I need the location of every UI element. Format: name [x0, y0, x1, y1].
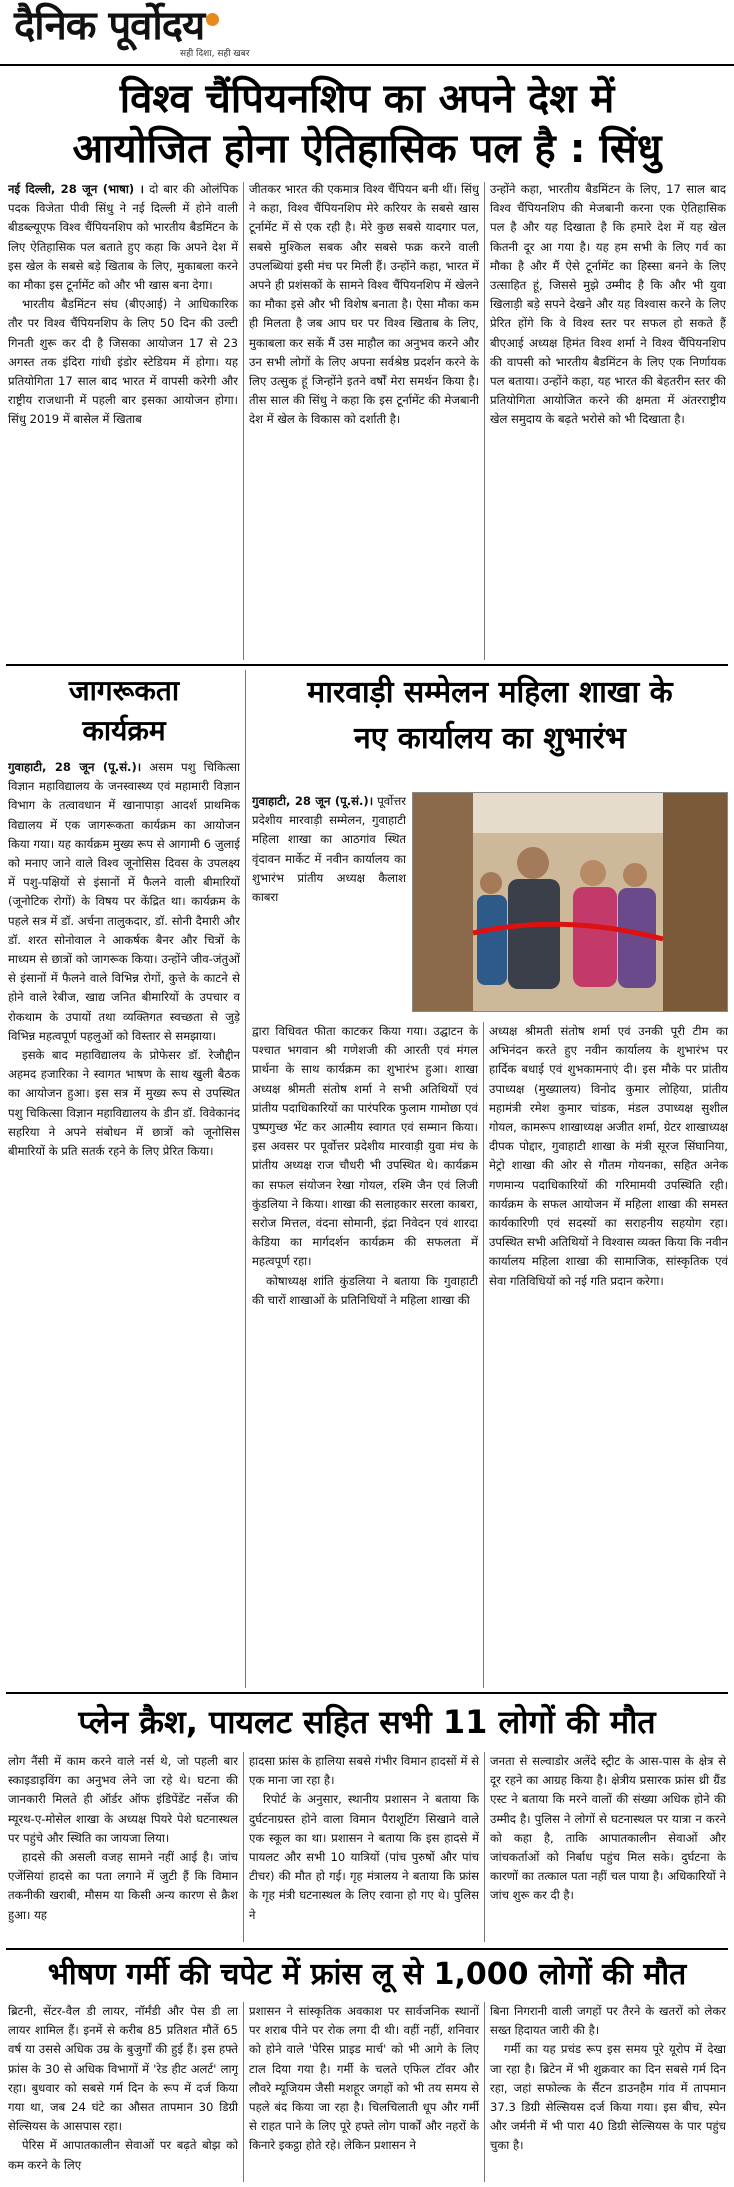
masthead [0, 0, 734, 66]
story4-column-2 [249, 1752, 479, 1942]
section-rule [6, 664, 728, 666]
column-divider [245, 670, 246, 1688]
story5-body-3: बिना निगरानी वाली जगहों पर तैरने के खतरों को लेकर सख्त हिदायत जारी की है। [490, 2004, 726, 2038]
photo-illustration [413, 793, 728, 1012]
story3-headline-line2: नए कार्यालय का शुभारंभ [354, 721, 626, 756]
story3-column-1 [252, 1022, 478, 1688]
story5-body-1: ब्रिटनी, सेंटर-वैल डी लायर, नॉर्मंडी और पेस डी ला लायर शामिल हैं। इनमें से करीब 85 प्रतिशत मौतें 65 वर्ष या उससे अधिक उम्र के बुजुर्गों की हुई हैं। इस हफ्ते फ्रांस के 30 से अधिक विभागों में 'रेड हीट अलर्ट' लागू रहा। बुधवार को सबसे गर्म दिन के रूप में दर्ज किया गया था, जब 24 घंटे का औसत तापमान 30 डिग्री सेल्सियस के आसपास रहा। [8, 2004, 238, 2134]
story3-headline-line1: मारवाड़ी सम्मेलन महिला शाखा के [307, 675, 673, 710]
story1-headline-line1: विश्व चैंपियनशिप का अपने देश में [119, 76, 615, 122]
story1-column-3: उन्होंने कहा, भारतीय बैडमिंटन के लिए, 17 साल बाद विश्व चैंपियनशिप की मेजबानी करना एक ऐतिहासिक पल है और यह दिखाता है कि हमारे देश में यह खेल कितनी दूर आ गया है। यह हम सभी के लिए गर्व का मौका है और मैं ऐसे टूर्नामेंट का हिस्सा बनने के लिए उत्साहित हूं, जिससे मुझे उम्मीद है कि और भी युवा खिलाड़ी बड़े सपने देखने और यह विश्वास करने के लिए प्रेरित होंगे कि वे विश्व स्तर पर सफल हो सकते हैं बीएआई अध्यक्ष हिमंत विश्व शर्मा ने विश्व चैंपियनशिप की वापसी को भारतीय बैडमिंटन के लिए एक निर्णायक पल बताया। उन्होंने कहा, यह भारत की बेहतरीन स्तर की प्रतियोगिता आयोजित करने की क्षमता में अंतरराष्ट्रीय खेल समुदाय के बढ़ते भरोसे को भी दिखाता है। [490, 182, 726, 427]
story1-column-1 [8, 180, 238, 660]
story1-dateline: नई दिल्ली, 28 जून (भाषा) । [8, 182, 144, 196]
newspaper-tagline: सही दिशा, सही खबर [180, 49, 250, 59]
story1-body-1: दो बार की ओलंपिक पदक विजेता पीवी सिंधु ने नई दिल्ली में होने वाली बीडब्ल्यूएफ विश्व चैंपियनशिप को भारतीय बैडमिंटन के लिए ऐतिहासिक पल बताते हुए कहा कि अपने देश में इस खेल के सबसे बड़े खिताब के लिए, मुकाबला करने का मौका इस टूर्नामेंट को और भी खास बना देगा। [8, 182, 238, 293]
story3-dateline: गुवाहाटी, 28 जून (पू.सं.)। [252, 794, 374, 808]
story4-body-1b: हादसे की असली वजह सामने नहीं आई है। जांच एजेंसियां हादसे का पता लगाने में जुटी हैं कि विमान तकनीकी खराबी, मौसम या किसी अन्य कारण से क्रैश हुआ। यह [8, 1850, 238, 1922]
story2-dateline: गुवाहाटी, 28 जून (पू.सं.)। [8, 760, 142, 774]
column-divider [484, 182, 485, 660]
story3-column-2: अध्यक्ष श्रीमती संतोष शर्मा एवं उनकी पूरी टीम का अभिनंदन करते हुए नवीन कार्यालय के शुभारंभ पर हार्दिक बधाई एवं शुभकामनाएं दी। इस मौके पर प्रांतीय उपाध्यक्ष (मुख्यालय) विनोद कुमार लोहिया, प्रांतीय महामंत्री रमेश कुमार चांडक, मंडल उपाध्यक्ष सुशील गोयल, कामरूप शाखाध्यक्ष अजीत शर्मा, ग्रेटर शाखाध्यक्ष दीपक पोद्दार, गुवाहाटी शाखा के मंत्री सूरज सिंघानिया, मेट्रो शाखा की ओर से गौतम गोयनका, सहित अनेक गणमान्य पदाधिकारियों की गरिमामयी उपस्थिति रही। कार्यक्रम के सफल आयोजन में महिला शाखा की समस्त कार्यकारिणी एवं सदस्यों का सराहनीय सहयोग रहा। उपस्थित सभी अतिथियों ने विश्वास व्यक्त किया कि नवीन कार्यालय महिला शाखा की सामाजिक, सांस्कृतिक एवं सेवा गतिविधियों को नई गति प्रदान करेगा। [489, 1024, 728, 1288]
story5-headline: भीषण गर्मी की चपेट में फ्रांस लू से 1,000 लोगों की मौत [47, 1957, 687, 1992]
story5-column-3 [490, 2002, 726, 2182]
story3-intro-text: पूर्वोत्तर प्रदेशीय मारवाड़ी सम्मेलन, गुवाहाटी महिला शाखा का आठगांव स्थित वृंदावन मार्केट में नवीन कार्यालय का शुभारंभ प्रांतीय अध्यक्ष कैलाश काबरा [252, 794, 406, 905]
office-inauguration-photo [412, 792, 728, 1012]
column-divider [243, 182, 244, 660]
column-divider [484, 2002, 485, 2182]
sun-icon [206, 13, 219, 26]
story4-body-1: लोग नैंसी में काम करने वाले नर्स थे, जो पहली बार स्काइडाइविंग का अनुभव लेने जा रहे थे। घटना की जानकारी मिलते ही ऑर्डर ऑफ इंडिपेंडेंट नर्सेज की म्यूरथ-ए-मोसेल शाखा के अध्यक्ष पियरे पेशे घटनास्थल पर पहुंचे और स्थिति का जायजा लिया। [8, 1754, 238, 1845]
section-rule [6, 1692, 728, 1694]
story3-body-1: द्वारा विधिवत फीता काटकर किया गया। उद्घाटन के पश्चात भगवान श्री गणेशजी की आरती एवं मंगल प्रार्थना के साथ कार्यक्रम का शुभारंभ हुआ। शाखा अध्यक्ष श्रीमती संतोष शर्मा ने सभी अतिथियों एवं प्रांतीय पदाधिकारियों का पारंपरिक फुलाम गामोछा एवं पुष्पगुच्छ भेंट कर आत्मीय स्वागत एवं सम्मान किया। इस अवसर पर पूर्वोत्तर प्रदेशीय मारवाड़ी युवा मंच के प्रांतीय अध्यक्ष राज चौधरी भी उपस्थित थे। कार्यक्रम का सफल संयोजन रेखा गोयल, रश्मि जैन एवं लिजी कुंडलिया ने किया। शाखा की सलाहकार सरला काबरा, सरोज मित्तल, वंदना सोमानी, इंद्रा निवेदन एवं शारदा केडिया का मार्गदर्शन कार्यक्रम की सफलता में महत्वपूर्ण रहा। [252, 1024, 478, 1269]
story5-column-1 [8, 2002, 238, 2182]
story2-headline-line2: कार्यक्रम [82, 714, 166, 747]
story4-body-2: हादसा फ्रांस के हालिया सबसे गंभीर विमान हादसों में से एक माना जा रहा है। [249, 1754, 479, 1788]
story4-headline: प्लेन क्रैश, पायलट सहित सभी 11 लोगों की मौत [78, 1703, 656, 1741]
story2-body-1: असम पशु चिकित्सा विज्ञान महाविद्यालय के जनस्वास्थ्य एवं महामारी विज्ञान विभाग के तत्वावधान में खानापाड़ा आदर्श प्राथमिक विद्यालय में एक जागरूकता कार्यक्रम का आयोजन किया गया। यह कार्यक्रम मुख्य रूप से आगामी 6 जुलाई को मनाए जाने वाले विश्व जूनोसिस दिवस के उपलक्ष्य में पशु-पक्षियों से इंसानों में फैलने वाली बीमारियों (जूनोटिक रोगों) के विषय पर केंद्रित था। कार्यक्रम के पहले सत्र में डॉ. अर्चना तालुकदार, डॉ. सोनी दैमारी और डॉ. शरत सोनोवाल ने आकर्षक बैनर और चित्रों के माध्यम से छात्रों को जागरूक किया। उन्होंने जीव-जंतुओं से इंसानों में फैलने वाले विभिन्न रोगों, कुत्ते के काटने से होने वाले रेबीज, खाद्य जनित बीमारियों के उपचार व रोकथाम के उपायों तथा व्यक्तिगत स्वच्छता से जुड़े विभिन्न महत्वपूर्ण पहलुओं को विस्तार से समझाया। [8, 760, 240, 1043]
story2-body [8, 758, 240, 1688]
story5-body-3b: गर्मी का यह प्रचंड रूप इस समय पूरे यूरोप में देखा जा रहा है। ब्रिटेन में भी शुक्रवार का दिन सबसे गर्म दिन रहा, जहां सफोल्क के सैंटन डाउनहैम गांव में तापमान 37.3 डिग्री सेल्सियस दर्ज किया गया। इस बीच, स्पेन और जर्मनी में भी पारा 40 डिग्री सेल्सियस के पार पहुंच चुका है। [490, 2042, 726, 2153]
story5-body-1b: पेरिस में आपातकालीन सेवाओं पर बढ़ते बोझ को कम करने के लिए [8, 2138, 238, 2172]
story2-body-2: इसके बाद महाविद्यालय के प्रोफेसर डॉ. रेजौद्दीन अहमद हजारिका ने स्वागत भाषण के साथ खुली बैठक का आयोजन हुआ। इस सत्र में मुख्य रूप से उपस्थित पशु चिकित्सा विज्ञान महाविद्यालय के डीन डॉ. विवेकानंद सहरिया ने अपने संबोधन में छात्रों को जूनोसिस बीमारियों के प्रति सतर्क रहने के लिए प्रेरित किया। [8, 1048, 240, 1159]
story3-intro [252, 792, 406, 1018]
story1-headline-line2: आयोजित होना ऐतिहासिक पल है : सिंधु [72, 126, 662, 172]
column-divider [483, 1022, 484, 1688]
column-divider [243, 2002, 244, 2182]
column-divider [243, 1752, 244, 1942]
story4-body-2b: रिपोर्ट के अनुसार, स्थानीय प्रशासन ने बताया कि दुर्घटनाग्रस्त होने वाला विमान पैराशूटिंग सिखाने वाले एक स्कूल का था। प्रशासन ने बताया कि इस हादसे में पायलट और सभी 10 यात्रियों (पांच पुरुषों और पांच टीचर) की मौत हो गई। गृह मंत्रालय ने बताया कि फ्रांस के गृह मंत्री घटनास्थल के लिए रवाना हो गए थे। पुलिस ने [249, 1792, 479, 1922]
newspaper-logo: दैनिक पूर्वोदय [14, 4, 219, 48]
story1-column-2: जीतकर भारत की एकमात्र विश्व चैंपियन बनी थीं। सिंधु ने कहा, विश्व चैंपियनशिप मेरे करियर के सबसे खास टूर्नामेंट में से एक रही है। मेरे कुछ सबसे यादगार पल, सबसे मुश्किल सबक और सबसे फक्र करने वाली उपलब्धियां इसी मंच पर मिली हैं। उन्होंने कहा, भारत में अपने ही प्रशंसकों के सामने विश्व चैंपियनशिप में खेलने का मौका इसे और भी विशेष बनाता है। ऐसा मौका कम ही मिलता है जब आप घर पर विश्व खिताब के लिए, मुकाबला कर सकें मैं उस माहौल का अनुभव करने और उन सभी लोगों के लिए अपना सर्वश्रेष्ठ प्रदर्शन करने के लिए उत्सुक हूं जिन्होंने इतने वर्षों मेरा समर्थन किया है। तीस साल की सिंधु ने कहा कि इस टूर्नामेंट की मेजबानी देश में खेल के विकास को दर्शाती है। [249, 182, 479, 427]
story3-body-1b: कोषाध्यक्ष शांति कुंडलिया ने बताया कि गुवाहाटी की चारों शाखाओं के प्रतिनिधियों ने महिला शाखा की [252, 1273, 478, 1307]
story5-column-2: प्रशासन ने सांस्कृतिक अवकाश पर सार्वजनिक स्थानों पर शराब पीने पर रोक लगा दी थी। वहीं नहीं, शनिवार को होने वाले 'पेरिस प्राइड मार्च' को भी आगे के लिए टाल दिया गया है। गर्मी के चलते एफिल टॉवर और लौवरे म्यूजियम जैसी मशहूर जगहों को भी तय समय से पहले बंद किया जा रहा है। चिलचिलाती धूप और गर्मी से राहत पाने के लिए पूरे हफ्ते लोग पार्कों और नहरों के किनारे इकट्ठा होते रहे। लेकिन प्रशासन ने [249, 2004, 479, 2153]
column-divider [484, 1752, 485, 1942]
section-rule [6, 1948, 728, 1950]
story4-column-3: जनता से सल्वाडोर अलेंदे स्ट्रीट के आस-पास के क्षेत्र से दूर रहने का आग्रह किया है। क्षेत्रीय प्रसारक फ्रांस थ्री ग्रैंड एस्ट ने बताया कि मरने वालों की संख्या अधिक होने की उम्मीद है। पुलिस ने लोगों से घटनास्थल पर यात्रा न करने को कहा है, ताकि आपातकालीन सेवाओं और जांचकर्ताओं को निर्बाध पहुंच मिल सके। दुर्घटना के कारणों का तत्काल पता नहीं चल पाया है। अधिकारियों ने जांच शुरू कर दी है। [490, 1754, 726, 1903]
story2-headline-line1: जागरूकता [68, 674, 180, 707]
story4-column-1 [8, 1752, 238, 1942]
story1-body-1b: भारतीय बैडमिंटन संघ (बीएआई) ने आधिकारिक तौर पर विश्व चैंपियनशिप के लिए 50 दिन की उल्टी गिनती शुरू कर दी है जिसका आयोजन 17 से 23 अगस्त तक इंदिरा गांधी इंडोर स्टेडियम में होगा। यह प्रतियोगिता 17 साल बाद भारत में वापसी करेगी और राष्ट्रीय राजधानी में पहली बार इसका आयोजन होगा। सिंधु 2019 में बासेल में खिताब [8, 297, 238, 427]
